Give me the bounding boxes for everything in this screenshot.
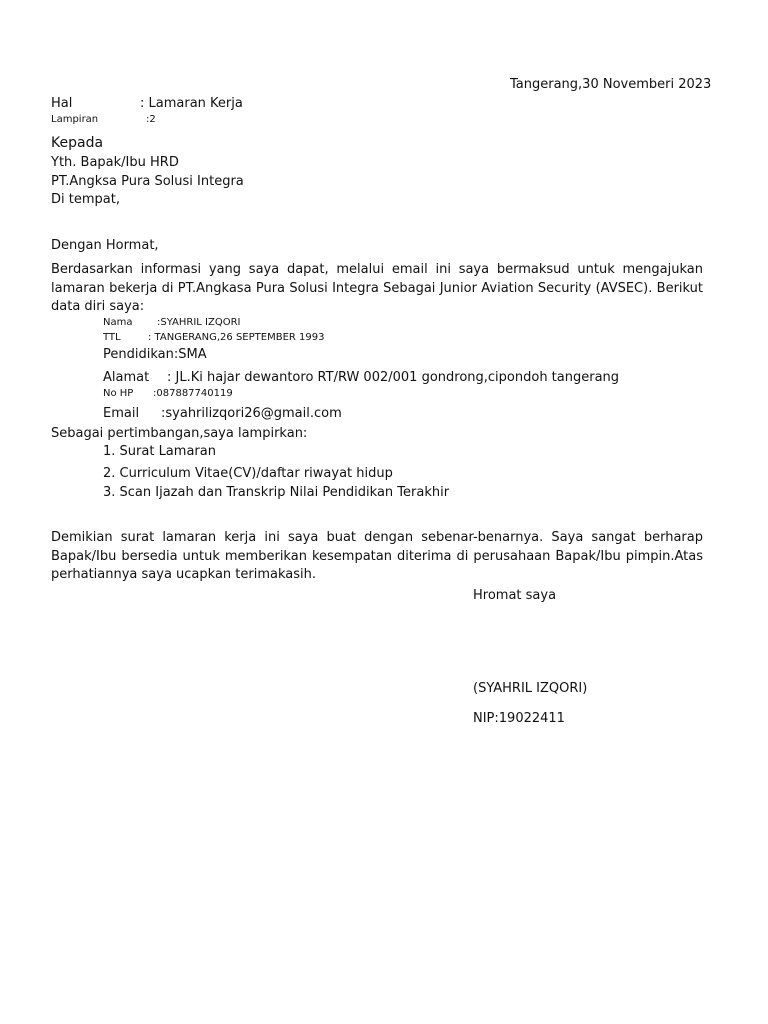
attachments-intro: Sebagai pertimbangan,saya lampirkan: [51,426,308,441]
alamat-value: : JL.Ki hajar dewantoro RT/RW 002/001 gondrong,cipondoh tangerang [167,370,620,385]
alamat-label: Alamat [103,370,150,385]
ttl-value: : TANGERANG,26 SEPTEMBER 1993 [148,332,325,343]
nama-value: :SYAHRIL IZQORI [157,317,241,328]
recipient-line: Yth. Bapak/Ibu HRD [51,155,179,170]
hal-label: Hal [51,96,73,111]
pendidikan: Pendidikan:SMA [103,347,207,362]
signer-nip: NIP:19022411 [473,711,565,726]
lampiran-label: Lampiran [51,114,99,125]
nama-label: Nama [103,317,133,328]
kepada: Kepada [51,135,104,151]
ttl-label: TTL [103,332,121,343]
nohp-label: No HP [103,388,134,399]
recipient-line: Di tempat, [51,192,120,207]
attachment-item: 3. Scan Ijazah dan Transkrip Nilai Pendidikan Terakhir [103,485,450,500]
lampiran-value: :2 [146,114,156,125]
email-label: Email [103,406,140,421]
email-value: :syahrilizqori26@gmail.com [161,406,342,421]
signer-name: (SYAHRIL IZQORI) [473,681,588,696]
attachment-item: 1. Surat Lamaran [103,444,216,459]
closing-paragraph: Demikian surat lamaran kerja ini saya buat dengan sebenar-benarnya. Saya sangat berharap Bapak/Ibu bersedia untuk memberikan kesempatan diterima di perusahaan Bapak/Ibu pimpin.Atas perhatiannya saya ucapkan terimakasih. [51,530,703,582]
signoff: Hromat saya [473,588,557,603]
nohp-value: :087887740119 [153,388,233,399]
hal-value: : Lamaran Kerja [140,96,243,111]
recipient-line: PT.Angksa Pura Solusi Integra [51,174,244,189]
place-date: Tangerang,30 Novemberi 2023 [510,77,712,92]
intro-paragraph: Berdasarkan informasi yang saya dapat, melalui email ini saya bermaksud untuk mengajukan lamaran bekerja di PT.Angkasa Pura Solusi Integra Sebagai Junior Aviation Security (AVSEC). Berikut data diri saya: [51,262,703,314]
attachment-item: 2. Curriculum Vitae(CV)/daftar riwayat hidup [103,466,393,481]
greeting: Dengan Hormat, [51,238,159,253]
